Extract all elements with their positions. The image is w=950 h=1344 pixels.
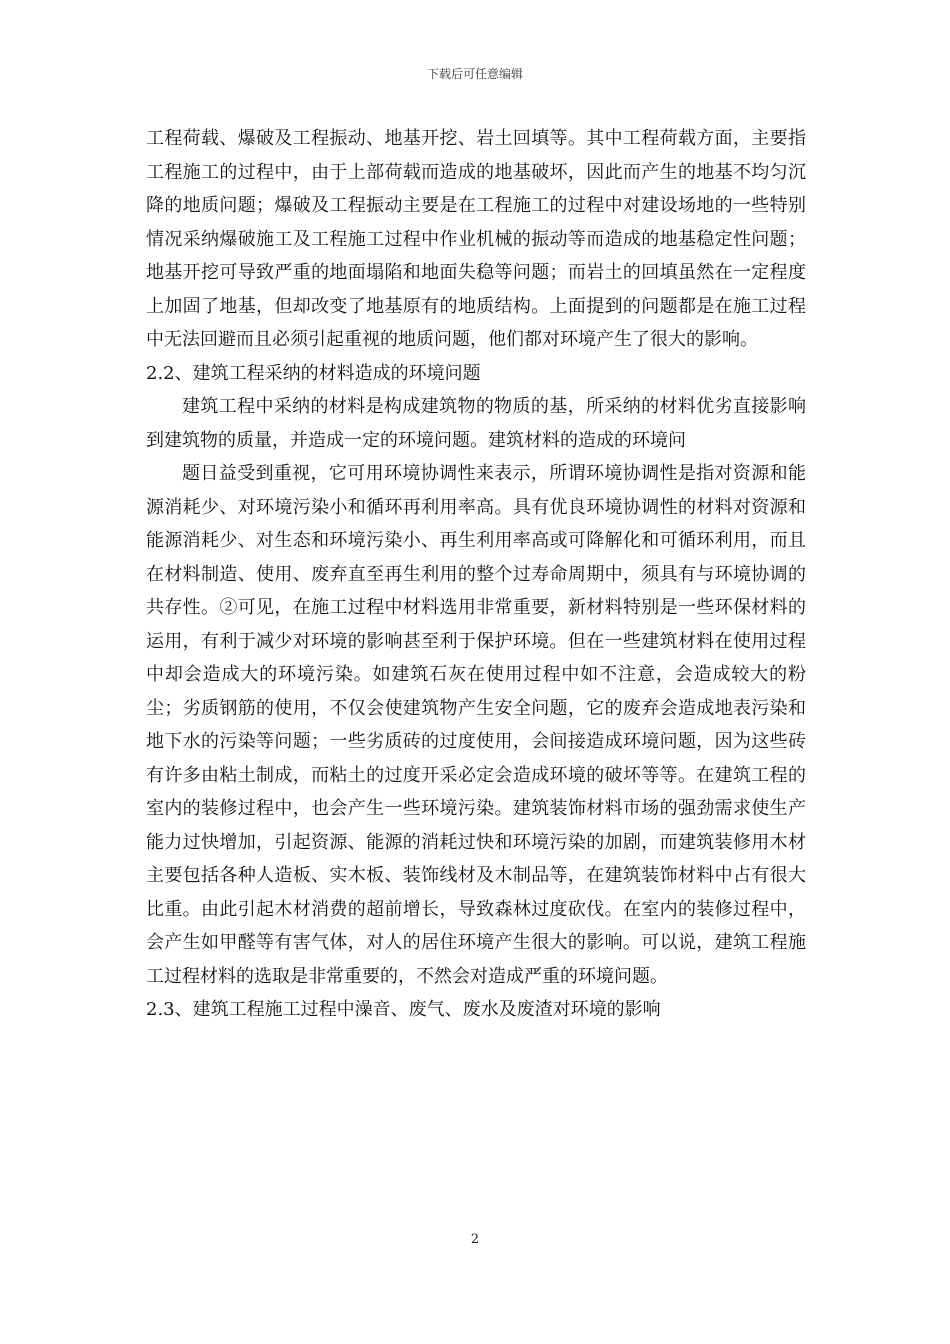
page-number: 2 bbox=[470, 1232, 480, 1247]
body-paragraph: 工程荷载、爆破及工程振动、地基开挖、岩土回填等。其中工程荷载方面，主要指工程施工的过程中，由于上部荷载而造成的地基破坏，因此而产生的地基不均匀沉降的地质问题；爆破及工程振动主要是在工程施工的过程中对建设场地的一些特别情况采纳爆破施工及工程施工过程中作业机械的振动等而造成的地基稳定性问题；地基开挖可导致严重的地面塌陷和地面失稳等问题；而岩土的回填虽然在一定程度上加固了地基，但却改变了地基原有的地质结构。上面提到的问题都是在施工过程中无法回避而且必须引起重视的地质问题，他们都对环境产生了很大的影响。 bbox=[146, 128, 806, 350]
body-paragraph: 建筑工程中采纳的材料是构成建筑物的物质的基，所采纳的材料优劣直接影响到建筑物的质量，并造成一定的环境问题。建筑材料的造成的环境问 bbox=[146, 396, 806, 451]
body-paragraph: 题日益受到重视，它可用环境协调性来表示，所谓环境协调性是指对资源和能源消耗少、对环境污染小和循环再利用率高。具有优良环境协调性的材料对资源和能源消耗少、对生态和环境污染小、再生利用率高或可降解化和可循环利用，而且在材料制造、使用、废弃直至再生利用的整个过寿命周期中，须具有与环境协调的共存性。②可见，在施工过程中材料选用非常重要，新材料特别是一些环保材料的运用，有利于减少对环境的影响甚至利于保护环境。但在一些建筑材料在使用过程中却会造成大的环境污染。如建筑石灰在使用过程中如不注意，会造成较大的粉尘；劣质钢筋的使用，不仅会使建筑物产生安全问题，它的废弃会造成地表污染和地下水的污染等问题；一些劣质砖的过度使用，会间接造成环境问题，因为这些砖有许多由粘土制成，而粘土的过度开采必定会造成环境的破坏等等。在建筑工程的室内的装修过程中，也会产生一些环境污染。建筑装饰材料市场的强劲需求使生产能力过快增加，引起资源、能源的消耗过快和环境污染的加剧，而建筑装修用木材主要包括各种人造板、实木板、装饰线材及木制品等，在建筑装饰材料中占有很大比重。由此引起木材消费的超前增长，导致森林过度砍伐。在室内的装修过程中，会产生如甲醛等有害气体，对人的居住环境产生很大的影响。可以说，建筑工程施工过程材料的选取是非常重要的，不然会对造成严重的环境问题。 bbox=[146, 463, 806, 987]
document-body bbox=[146, 122, 806, 1027]
page-header: 下载后可任意编辑 bbox=[426, 67, 523, 81]
section-heading-2-2: 2.2、建筑工程采纳的材料造成的环境问题 bbox=[146, 362, 481, 384]
section-heading-2-3: 2.3、建筑工程施工过程中澡音、废气、废水及废渣对环境的影响 bbox=[146, 999, 661, 1020]
